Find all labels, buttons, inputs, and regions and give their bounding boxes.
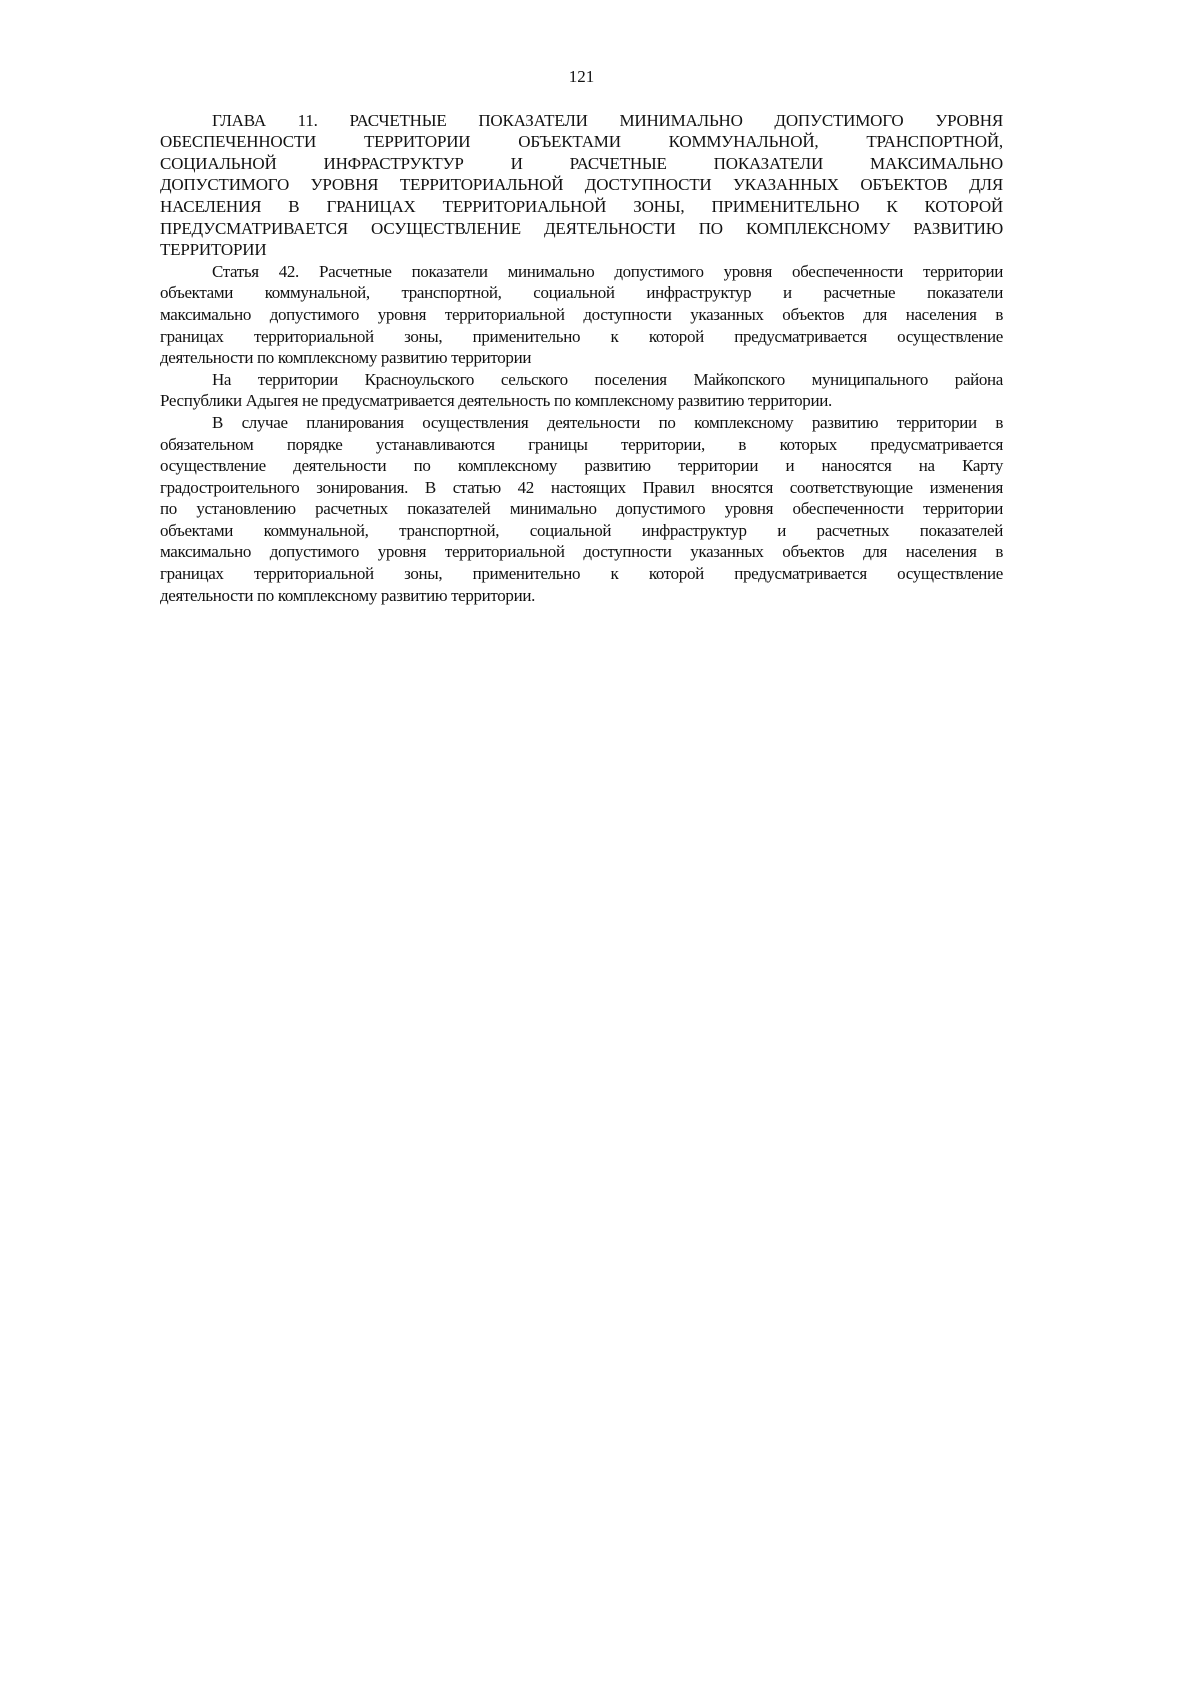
paragraph-line: максимально допустимого уровня территориальной доступности указанных объектов для населения в (160, 542, 1003, 562)
chapter-heading-line: ОБЕСПЕЧЕННОСТИ ТЕРРИТОРИИ ОБЪЕКТАМИ КОММУНАЛЬНОЙ, ТРАНСПОРТНОЙ, (160, 132, 1003, 152)
paragraph-line: В случае планирования осуществления деятельности по комплексному развитию территории в (212, 412, 1003, 432)
article-title-line: границах территориальной зоны, применительно к которой предусматривается осуществление (160, 326, 1003, 346)
paragraph-planning-case (160, 412, 1003, 606)
paragraph-line: по установлению расчетных показателей минимально допустимого уровня обеспеченности территории (160, 499, 1003, 519)
paragraph-line: осуществление деятельности по комплексному развитию территории и наносятся на Карту (160, 456, 1003, 476)
article-title-line: деятельности по комплексному развитию территории (160, 348, 532, 368)
chapter-heading-line: ПРЕДУСМАТРИВАЕТСЯ ОСУЩЕСТВЛЕНИЕ ДЕЯТЕЛЬНОСТИ ПО КОМПЛЕКСНОМУ РАЗВИТИЮ (160, 218, 1003, 238)
article-title-line: Статья 42. Расчетные показатели минимально допустимого уровня обеспеченности территории (212, 261, 1003, 281)
chapter-heading-line: ГЛАВА 11. РАСЧЕТНЫЕ ПОКАЗАТЕЛИ МИНИМАЛЬНО ДОПУСТИМОГО УРОВНЯ (212, 110, 1003, 130)
chapter-heading-line: СОЦИАЛЬНОЙ ИНФРАСТРУКТУР И РАСЧЕТНЫЕ ПОКАЗАТЕЛИ МАКСИМАЛЬНО (160, 153, 1003, 173)
document-page (160, 66, 1003, 606)
article-title-line: максимально допустимого уровня территориальной доступности указанных объектов для населения в (160, 304, 1003, 324)
paragraph-line: На территории Красноульского сельского поселения Майкопского муниципального района (212, 369, 1003, 389)
paragraph-line: Республики Адыгея не предусматривается деятельность по комплексному развитию территории. (160, 391, 832, 411)
chapter-heading (160, 110, 1003, 261)
chapter-heading-line: НАСЕЛЕНИЯ В ГРАНИЦАХ ТЕРРИТОРИАЛЬНОЙ ЗОНЫ, ПРИМЕНИТЕЛЬНО К КОТОРОЙ (160, 196, 1003, 216)
article-title-line: объектами коммунальной, транспортной, социальной инфраструктур и расчетные показатели (160, 283, 1003, 303)
chapter-heading-line: ДОПУСТИМОГО УРОВНЯ ТЕРРИТОРИАЛЬНОЙ ДОСТУПНОСТИ УКАЗАННЫХ ОБЪЕКТОВ ДЛЯ (160, 175, 1003, 195)
chapter-heading-line: ТЕРРИТОРИИ (160, 240, 267, 260)
paragraph-line: обязательном порядке устанавливаются границы территории, в которых предусматривается (160, 434, 1003, 454)
paragraph-line: границах территориальной зоны, применительно к которой предусматривается осуществление (160, 564, 1003, 584)
article-title (160, 261, 1003, 369)
paragraph-line: деятельности по комплексному развитию территории. (160, 585, 535, 605)
page-number: 121 (568, 67, 595, 86)
paragraph-no-kpt (160, 369, 1003, 412)
paragraph-line: градостроительного зонирования. В статью 42 настоящих Правил вносятся соответствующие изменения (160, 477, 1003, 497)
paragraph-line: объектами коммунальной, транспортной, социальной инфраструктур и расчетных показателей (160, 520, 1003, 540)
